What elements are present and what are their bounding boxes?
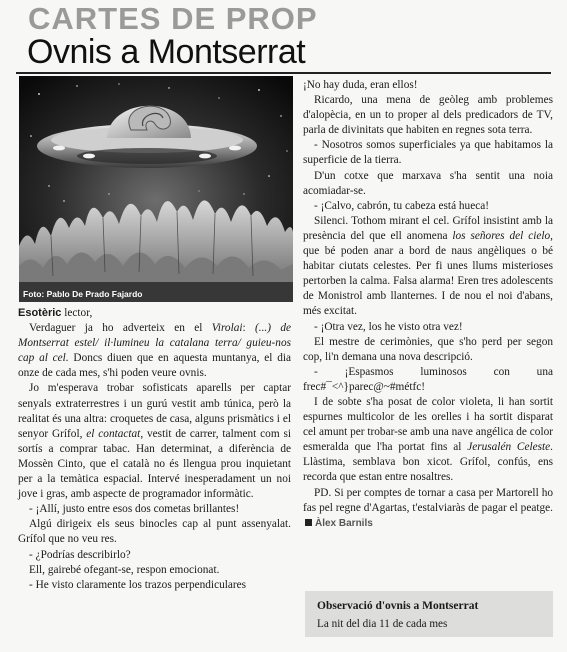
article-paragraph: D'un cotxe que marxava s'ha sentit una noia acomiadar-se.: [303, 169, 553, 197]
article-paragraph: [18, 306, 291, 321]
article-paragraph: Ricardo, una mena de geòleg amb problemes d'alopècia, en un to proper al dels predicadors de TV, parla de divinitats que habiten en regnes sota terra.: [303, 94, 553, 137]
italic-span: el contactat: [86, 427, 141, 440]
text-span: PD. Si per comptes de tornar a casa per Martorell ho fas pel regne d'Agartas, t'estalviaràs de pagar el peatge.: [303, 486, 553, 514]
article-paragraph: [303, 214, 553, 320]
text-span: I de sobte s'ha posat de color violeta, li han sortit espurnes multicolor de les orelles i ha sortit disparat cel amunt per trobar-se amb una nave angélica de color esmeralda que l'ha portat fins al: [303, 395, 553, 454]
text-span: Doncs diuen que en aquesta muntanya, el dia onze de cada mes, s'hi poden veure ovnis.: [18, 352, 291, 380]
article-paragraph: - ¡Otra vez, los he visto otra vez!: [314, 320, 463, 333]
article-paragraph: [303, 395, 553, 486]
italic-span: Virolai: [211, 322, 243, 335]
article-paragraph: [18, 321, 291, 381]
photo-credit: Foto: Pablo De Prado Fajardo: [23, 289, 143, 299]
article-paragraph: - ¿Podrías describirlo?: [29, 548, 131, 561]
text-span: . Llàstima, semblava bon xicot. Grífol, confús, ens recorda que estan entre nosaltres.: [303, 441, 553, 484]
text-span: lector,: [61, 307, 93, 319]
article-paragraph: - ¡Calvo, cabrón, tu cabeza está hueca!: [314, 199, 490, 212]
article-paragraph: El mestre de cerimònies, que s'ho perd per segon cop, li'n demana una nova descripció.: [303, 335, 553, 363]
info-box: [305, 591, 553, 637]
end-mark: [305, 519, 312, 526]
text-span: , que bé poden anar a bord de naus angèliques o bé habitar ciutats celestes. Per fi unes llums misterioses pertorben la calma. Falsa alarma! Eren tres adolescents de Monistrol amb llanternes. I de nou el noi d'abans, més excitat.: [303, 229, 553, 318]
article-column-left: [18, 306, 291, 593]
italic-span: Jerusalén Celeste: [467, 441, 551, 454]
article-paragraph: - He visto claramente los trazos perpendiculares: [29, 578, 247, 591]
article-paragraph: [18, 381, 291, 502]
lead-word: Esotèric: [18, 307, 62, 319]
article-paragraph: [303, 486, 553, 531]
text-span: Jo m'esperava trobar sofisticats aparells per captar senyals extraterrestres i un gurú vestit amb túnica, però la realitat és una altra: croquetes de casa, alguns prismàtics i el senyor Grífol,: [18, 382, 291, 440]
info-box-title: Observació d'ovnis a Montserrat: [317, 600, 479, 612]
article-column-right: [303, 78, 553, 531]
italic-span: los señores del cielo: [452, 229, 551, 242]
title-rule: [16, 72, 551, 74]
article-paragraph: ¡No hay duda, eran ellos!: [303, 79, 418, 91]
section-kicker: CARTES DE PROP: [28, 1, 318, 36]
article-title: Ovnis a Montserrat: [27, 33, 306, 71]
article-paragraph: Ell, gairebé ofegant-se, respon emocionat.: [29, 563, 220, 576]
text-span: , vestit de carrer, talment com si sortís a comprar tabac. Han determinat, a diferència de Mossèn Cinto, que el català no és llengua prou inquietant per a la temàtica espacial. Intervé inesperadament un noi jove i gras, amb aspecte de programador informàtic.: [18, 427, 291, 501]
text-span: Verdaguer ja ho adverteix en el: [29, 322, 212, 335]
article-paragraph: Algú dirigeix els seus binocles cap al punt assenyalat. Grífol que no veu res.: [18, 518, 291, 546]
article-paragraph: - ¡Allí, justo entre esos dos cometas brillantes!: [29, 503, 240, 516]
text-span: :: [242, 322, 255, 335]
text-span: Silenci. Tothom mirant el cel. Grífol insistint amb la presència del que ell anomena: [303, 214, 553, 242]
article-photo: [19, 76, 293, 302]
author-signature: Àlex Barnils: [315, 517, 373, 529]
article-paragraph: - Nosotros somos superficiales ya que habitamos la superficie de la tierra.: [303, 139, 553, 167]
article-paragraph: - ¡Espasmos luminosos con una frec#¯<^}parec@~#métfc!: [303, 365, 553, 393]
info-box-text: La nit del dia 11 de cada mes: [317, 618, 448, 630]
italic-quote: (...) de Montserrat estel/ il·lumineu la catalana terra/ guieu-nos cap al cel.: [18, 322, 291, 365]
ufo-over-mountains-illustration: [19, 76, 293, 302]
